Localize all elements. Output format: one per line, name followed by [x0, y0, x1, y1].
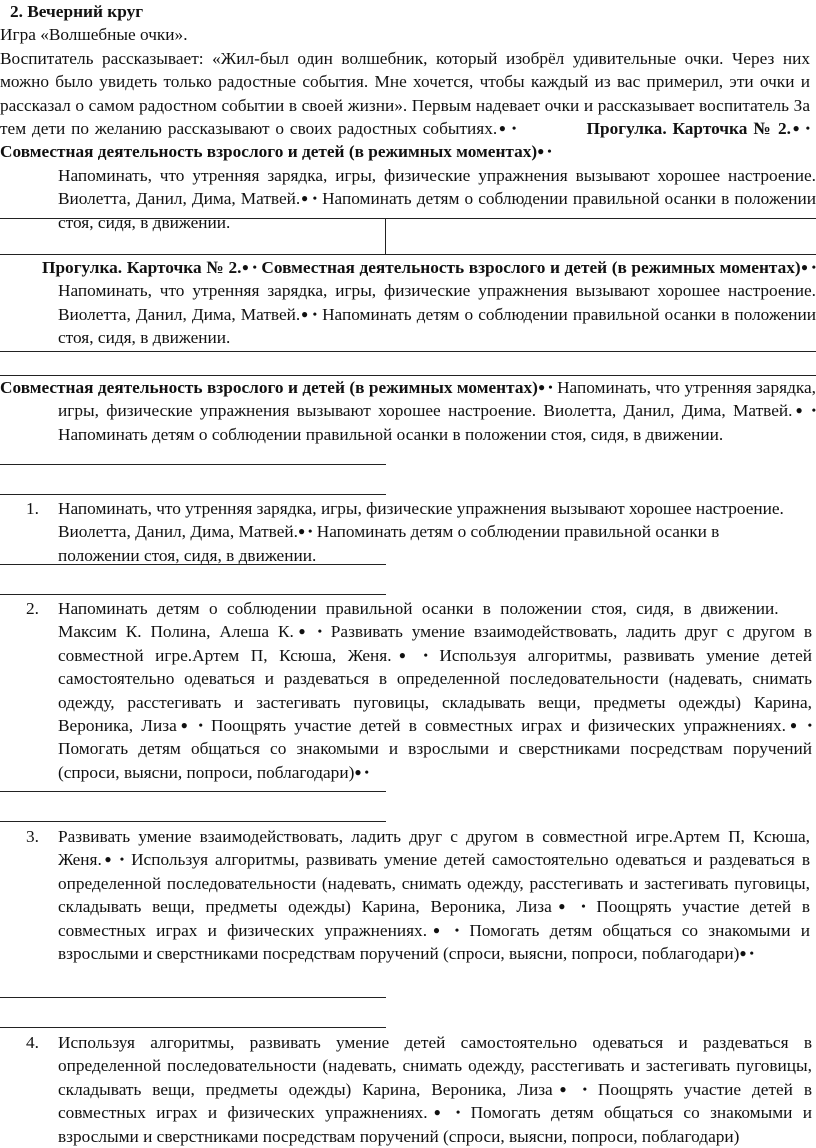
remind-posture-text: Напоминать детям о соблюдении правильной осанки в положении стоя, сидя, в движении.	[58, 599, 779, 618]
bullet-marker: ● •	[785, 718, 813, 733]
bullet-marker: ● •	[300, 306, 317, 321]
rule-line	[0, 1027, 386, 1028]
bullet-marker: ● •	[427, 1105, 461, 1120]
remind-posture-text: Напоминать детям о соблюдении правильной осанки в положении стоя, сидя, в движении.	[58, 424, 724, 444]
list-item	[0, 1031, 816, 1148]
bullet-marker: ● •	[176, 718, 203, 733]
bullet-marker: ● •	[427, 922, 460, 937]
remind-morning-text: Напоминать, что утренняя зарядка, игры, физические упражнения вызывают хорошее настроение. Виолетта, Данил, Дима, Матвей.	[58, 499, 784, 542]
rule-line	[0, 997, 386, 998]
joint-activity-title: Совместная деятельность взрослого и детей (в режимных моментах)	[0, 142, 538, 162]
bullet-marker: ● •	[497, 121, 517, 136]
rule-line	[0, 821, 386, 822]
remind-posture-text: Напоминать детям о соблюдении правильной осанки в положении стоя, сидя, в движении.	[58, 304, 816, 348]
help-communicate-text: Помогать детям общаться со знакомыми и взрослыми и сверстниками посредствам поручений (спроси, выясни, попроси, поблагодари)	[58, 739, 812, 782]
children-names: Максим К. Полина, Алеша К.	[58, 622, 294, 642]
bullet-marker: ● •	[537, 380, 553, 394]
rule-line	[0, 351, 816, 352]
use-algorithms-text: Используя алгоритмы, развивать умение детей самостоятельно одеваться и раздеваться в определенной последовательности (надевать, снимать одежду, расстегивать и застегивать пуговицы, складывать вещи, предметы одежды) Карина, Вероника, Лиза	[58, 1033, 812, 1099]
develop-skill-text: Развивать умение взаимодействовать, ладить друг с другом в совместной игре.Артем П, Ксюша, Женя.	[58, 827, 810, 870]
game-title: Игра «Волшебные очки».	[0, 25, 188, 45]
card-block-2	[0, 256, 816, 350]
bullet-marker: ● •	[792, 403, 816, 418]
bullet-marker: ● •	[739, 946, 754, 961]
bullet-marker: ● •	[537, 144, 552, 159]
list-number: 4.	[26, 1033, 39, 1052]
encourage-text: Поощрять участие детей в совместных играх и физических упражнениях.	[58, 897, 810, 940]
story-text: Воспитатель рассказывает: «Жил-был один волшебник, который изобрёл удивительные очки. Через них можно было увидеть только радостные события. Мне хочется, чтобы каждый из вас примерил, эти очки и рассказал о самом радостном событии в своей жизни». Первым надевает очки и рассказывает воспитатель За тем дети по желанию рассказывают о своих радостных событиях.	[0, 48, 810, 139]
list-number: 3.	[26, 827, 39, 846]
card-block-1	[0, 164, 816, 234]
encourage-text: Поощрять участие детей в совместных играх и физических упражнениях.	[210, 716, 786, 736]
bullet-marker: ● •	[391, 647, 428, 662]
rule-line	[0, 464, 386, 465]
walk-card-title: Прогулка. Карточка № 2.	[586, 119, 791, 139]
list-number: 2.	[26, 599, 39, 618]
remind-morning-text: Напоминать, что утренняя зарядка, игры, физические упражнения вызывают хорошее настроение. Виолетта, Данил, Дима, Матвей.	[58, 378, 816, 421]
use-algorithms-text: Используя алгоритмы, развивать умение детей самостоятельно одеваться и раздеваться в определенной последовательности (надевать, снимать одежду, расстегивать и застегивать пуговицы, складывать вещи, предметы одежды) Карина, Вероника, Лиза	[58, 850, 810, 917]
remind-posture-text: Напоминать детям о соблюдении правильной осанки в положении стоя, сидя, в движении.	[58, 189, 816, 232]
section-block	[0, 0, 816, 164]
table-column-divider	[385, 218, 386, 254]
rule-line	[0, 494, 386, 495]
bullet-marker: ● •	[297, 524, 313, 539]
bullet-marker: ● •	[790, 121, 810, 136]
help-communicate-text: Помогать детям общаться со знакомыми и взрослыми и сверстниками посредствам поручений (спроси, выясни, попроси, поблагодари)	[58, 920, 811, 964]
walk-card-title: Прогулка. Карточка № 2.	[42, 258, 242, 277]
list-item	[0, 825, 816, 965]
table-rule-bottom	[0, 254, 816, 255]
rule-line	[0, 791, 386, 792]
bullet-marker: ● •	[101, 852, 125, 867]
remind-morning-text: Напоминать, что утренняя зарядка, игры, физические упражнения вызывают хорошее настроение. Виолетта, Данил, Дима, Матвей.	[58, 281, 816, 324]
bullet-marker: ● •	[552, 1081, 587, 1096]
table-rule-top	[0, 218, 816, 219]
card-block-3	[0, 376, 816, 446]
list-number: 1.	[26, 499, 39, 518]
encourage-text: Поощрять участие детей в совместных играх и физических упражнениях.	[58, 1079, 812, 1123]
joint-activity-title: Совместная деятельность взрослого и детей (в режимных моментах)	[261, 258, 801, 277]
rule-line	[0, 564, 386, 565]
remind-posture-text: Напоминать детям о соблюдении правильной осанки в положении стоя, сидя, в движении.	[58, 522, 720, 565]
bullet-marker: ● •	[241, 260, 257, 274]
list-item	[0, 497, 816, 567]
bullet-marker: ● •	[354, 764, 369, 779]
develop-skill-text: Развивать умение взаимодействовать, ладить друг с другом в совместной игре.Артем П, Ксюша, Женя.	[58, 622, 812, 665]
rule-line	[0, 594, 386, 595]
list-item	[0, 597, 816, 784]
bullet-marker: ● •	[293, 624, 322, 639]
bullet-marker: ● •	[551, 899, 586, 914]
joint-activity-title: Совместная деятельность взрослого и детей (в режимных моментах)	[0, 378, 538, 397]
bullet-marker: ● •	[300, 191, 317, 206]
story-paragraph	[0, 47, 816, 164]
help-communicate-text: Помогать детям общаться со знакомыми и взрослыми и сверстниками посредствам поручений (спроси, выясни, попроси, поблагодари)	[58, 1103, 813, 1146]
bullet-marker: ● •	[800, 260, 816, 274]
rule-line	[0, 375, 816, 376]
remind-morning-text: Напоминать, что утренняя зарядка, игры, физические упражнения вызывают хорошее настроение. Виолетта, Данил, Дима, Матвей.	[58, 166, 816, 209]
section-heading: 2. Вечерний круг	[10, 2, 144, 21]
use-algorithms-text: Используя алгоритмы, развивать умение детей самостоятельно одеваться и раздеваться в определенной последовательности (надевать, снимать одежду, расстегивать и застегивать пуговицы, складывать вещи, предметы одежды) Карина, Вероника, Лиза	[58, 645, 812, 736]
